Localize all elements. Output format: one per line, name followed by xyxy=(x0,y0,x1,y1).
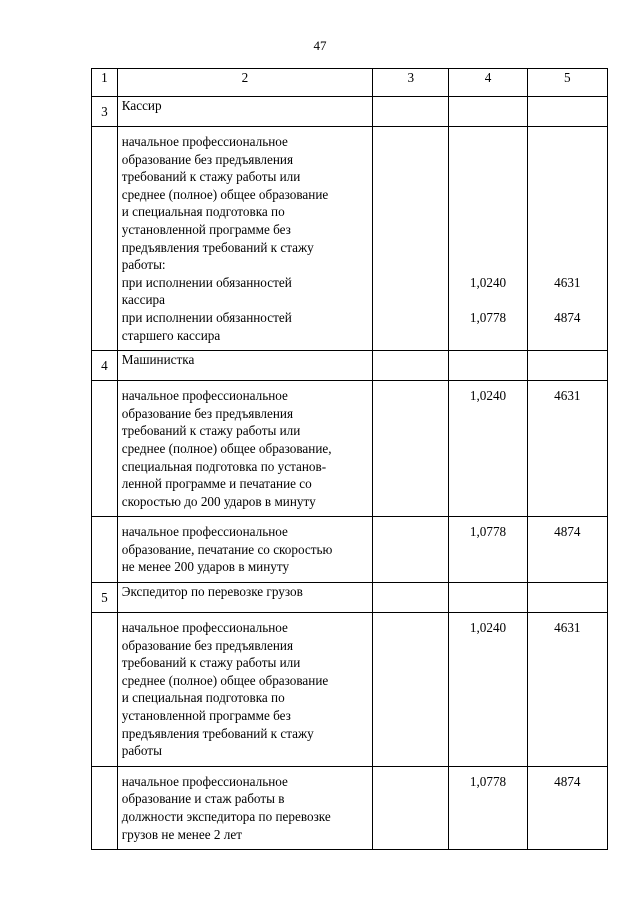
page-number: 47 xyxy=(313,38,327,53)
text-line: начальное профессиональное xyxy=(121,620,288,636)
text-line: образование, печатание со скоростью xyxy=(121,541,333,557)
header-row xyxy=(92,69,608,97)
text-line: требований к стажу работы или xyxy=(121,423,301,439)
salary-value: 4631 xyxy=(554,274,581,290)
text-line: установленной программе без xyxy=(121,708,291,724)
coefficient-value: 1,0240 xyxy=(449,381,527,517)
text-line: образование без предъявления xyxy=(121,405,294,421)
coefficient-cell xyxy=(449,127,527,351)
text-line: ленной программе и печатание со xyxy=(121,476,312,492)
text-line: начальное профессиональное xyxy=(121,524,288,540)
coefficient-value: 1,0240 xyxy=(449,613,527,767)
salary-value: 4874 xyxy=(527,517,607,583)
text-line: начальное профессиональное xyxy=(121,134,288,149)
text-line: образование без предъявления xyxy=(121,637,294,653)
table-row xyxy=(92,583,608,613)
text-line: образование без предъявления xyxy=(121,151,294,167)
coefficient-value: 1,0778 xyxy=(449,517,527,583)
text-line: образование и стаж работы в xyxy=(121,791,285,807)
table-row xyxy=(92,127,608,351)
text-line: требований к стажу работы или xyxy=(121,169,301,185)
salary-value: 4631 xyxy=(527,613,607,767)
position-title: Кассир xyxy=(117,97,372,127)
table-row xyxy=(92,381,608,517)
salary-table xyxy=(91,68,608,850)
header-col-5: 5 xyxy=(527,69,607,97)
text-line: и специальная подготовка по xyxy=(121,690,285,706)
row-number: 3 xyxy=(92,97,118,127)
table-row xyxy=(92,613,608,767)
table-row xyxy=(92,766,608,849)
coefficient-value: 1,0240 xyxy=(469,274,507,290)
text-line: начальное профессиональное xyxy=(121,773,288,789)
text-line: специальная подготовка по установ- xyxy=(121,458,327,474)
text-line: требований к стажу работы или xyxy=(121,655,301,671)
text-line: среднее (полное) общее образование xyxy=(121,186,329,202)
text-line: установленной программе без xyxy=(121,221,291,237)
qualification-text xyxy=(117,127,372,351)
text-line: при исполнении обязанностей xyxy=(121,274,292,290)
coefficient-value: 1,0778 xyxy=(469,309,507,325)
text-line: среднее (полное) общее образование xyxy=(121,672,329,688)
text-line: скоростью до 200 ударов в минуту xyxy=(121,493,316,509)
text-line: начальное профессиональное xyxy=(121,388,288,404)
position-title: Машинистка xyxy=(117,351,372,381)
position-title: Экспедитор по перевозке грузов xyxy=(117,583,372,613)
qualification-text xyxy=(117,613,372,767)
table-row xyxy=(92,97,608,127)
text-line: грузов не менее 2 лет xyxy=(121,826,242,842)
salary-value: 4874 xyxy=(527,766,607,849)
salary-cell xyxy=(527,127,607,351)
text-line: при исполнении обязанностей xyxy=(121,309,292,325)
row-number: 4 xyxy=(92,351,118,381)
qualification-text xyxy=(117,381,372,517)
text-line: и специальная подготовка по xyxy=(121,204,285,220)
text-line: должности экспедитора по перевозке xyxy=(121,809,331,824)
text-line: среднее (полное) общее образование, xyxy=(121,440,332,456)
text-line: кассира xyxy=(121,292,166,308)
qualification-text xyxy=(117,517,372,583)
text-line: не менее 200 ударов в минуту xyxy=(121,559,290,575)
qualification-text xyxy=(117,766,372,849)
header-col-3: 3 xyxy=(373,69,449,97)
table-row xyxy=(92,351,608,381)
row-number: 5 xyxy=(92,583,118,613)
table-row xyxy=(92,517,608,583)
header-col-4: 4 xyxy=(449,69,527,97)
text-line: работы xyxy=(121,743,162,759)
text-line: предъявления требований к стажу xyxy=(121,239,314,255)
salary-value: 4874 xyxy=(554,309,581,325)
text-line: предъявления требований к стажу xyxy=(121,725,314,741)
header-col-2: 2 xyxy=(117,69,372,97)
header-col-1: 1 xyxy=(92,69,118,97)
coefficient-value: 1,0778 xyxy=(449,766,527,849)
text-line: старшего кассира xyxy=(121,327,221,343)
salary-value: 4631 xyxy=(527,381,607,517)
text-line: работы: xyxy=(121,257,166,273)
